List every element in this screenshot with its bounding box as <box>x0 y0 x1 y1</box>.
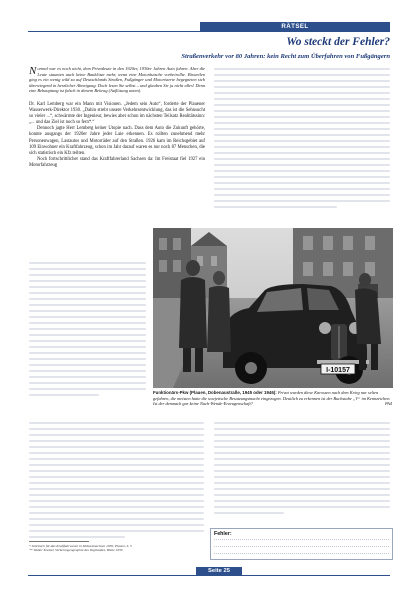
faded-text-left-middle <box>29 262 146 400</box>
article-subtitle: Straßenverkehr vor 80 Jahren: kein Recht zum Überfahren von Fußgängern <box>181 53 390 60</box>
article-paragraph: Noch fortschrittlicher stand das Kraftfahrerland Sachsen da: Im Freistaat fiel 1927 ein Motorfahrzeug <box>29 156 205 168</box>
photo-credit: PA4 <box>385 401 392 407</box>
answer-lines <box>214 539 389 560</box>
footnote: * Jahrbuch für das Kraftfahrwesen in Südwestsachsen 1930, Plauen, S. 5 <box>29 543 132 548</box>
page-number: Seite 25 <box>196 567 242 575</box>
header-rule <box>28 31 390 32</box>
faded-text-right-top <box>214 68 390 212</box>
footnotes <box>29 541 204 553</box>
footer-rule <box>28 575 390 576</box>
section-header: RÄTSEL <box>200 22 390 31</box>
historic-photo <box>153 228 393 388</box>
footnote: ** Walter Kretzel, Verkehrsgeographie des Vogtlandes, Halle 1930 <box>29 548 123 553</box>
intro-text: ormal war es noch nicht, dem Privatleute in den 1920er, 1930er Jahren Auto fuhren. Aber die Leute staunten auch keine Bauklötze mehr, wenn eine Motorkutsche vorbeirollte. Bisweilen ging es ein wenig wild zu auf Deutschlands Straßen, Fußgänger und Motorisierte begegneten sich überwiegend in herzlicher Abneigung. Doch lesen Sie selbst – und glauben Sie ja nicht alles! Denn eine Behauptung ist falsch in diesem Beitrag (Auflösung unten). <box>29 66 205 94</box>
photo-illustration <box>153 228 393 388</box>
faded-text-right-bottom <box>214 422 390 518</box>
footnote-rule <box>29 541 89 542</box>
article-paragraph: Dr. Karl Lemberg war ein Mann mit Visionen. „Jedem sein Auto“, forderte der Plauener Wasserwerk-Direktor 1930. „Dahin strebt unsere Verkehrsentwicklung, das ist die Sehnsucht so vieler ...“, schwärmte der Ingenieur, bewies aber schon im nächsten Teilsatz Realitätssinn: „... und das Ziel ist noch so fern*.“ <box>29 101 205 126</box>
caption-text: Privat wurden diese Karossen nach dem Krieg nur selten gefahren, die meisten hatte die sowjetische Besatzungsmacht eingezogen. Deutlich zu erkennen ist der Buchstabe „V“ im Kennzeichen. Ist der demnach gar keine Nach-Wende-Erzeugenschaft? <box>153 390 391 407</box>
answer-box[interactable] <box>210 528 393 560</box>
license-plate: I-10157 <box>326 367 350 374</box>
article-paragraph: Dennoch jagte Herr Lemberg keiner Utopie nach. Dass dem Auto die Zukunft gehörte, konnte ausgangs der 1920er Jahre jeder Laie erkennen. Es rollten zunehmend mehr Personenwagen, Lastautos und Motorräder auf den Straßen. 1926 kam im Reichsgebiet auf 109 Einwohner ein Kraftfahrzeug, schon im Jahr darauf waren es nur noch 87 Menschen, die sich statistisch ein Kfz teilten. <box>29 126 205 156</box>
faded-text-left-bottom <box>29 422 204 542</box>
caption-label: Funktionärs-Pkw (Plauen, Dobenaustraße, 1945 oder 1946): <box>153 390 277 395</box>
photo-caption <box>153 390 392 407</box>
article-column-left <box>29 66 205 169</box>
article-title: Wo steckt der Fehler? <box>286 36 390 48</box>
article-intro <box>29 66 205 94</box>
intro-dropcap: N <box>29 65 37 77</box>
answer-label: Fehler: <box>214 531 232 537</box>
